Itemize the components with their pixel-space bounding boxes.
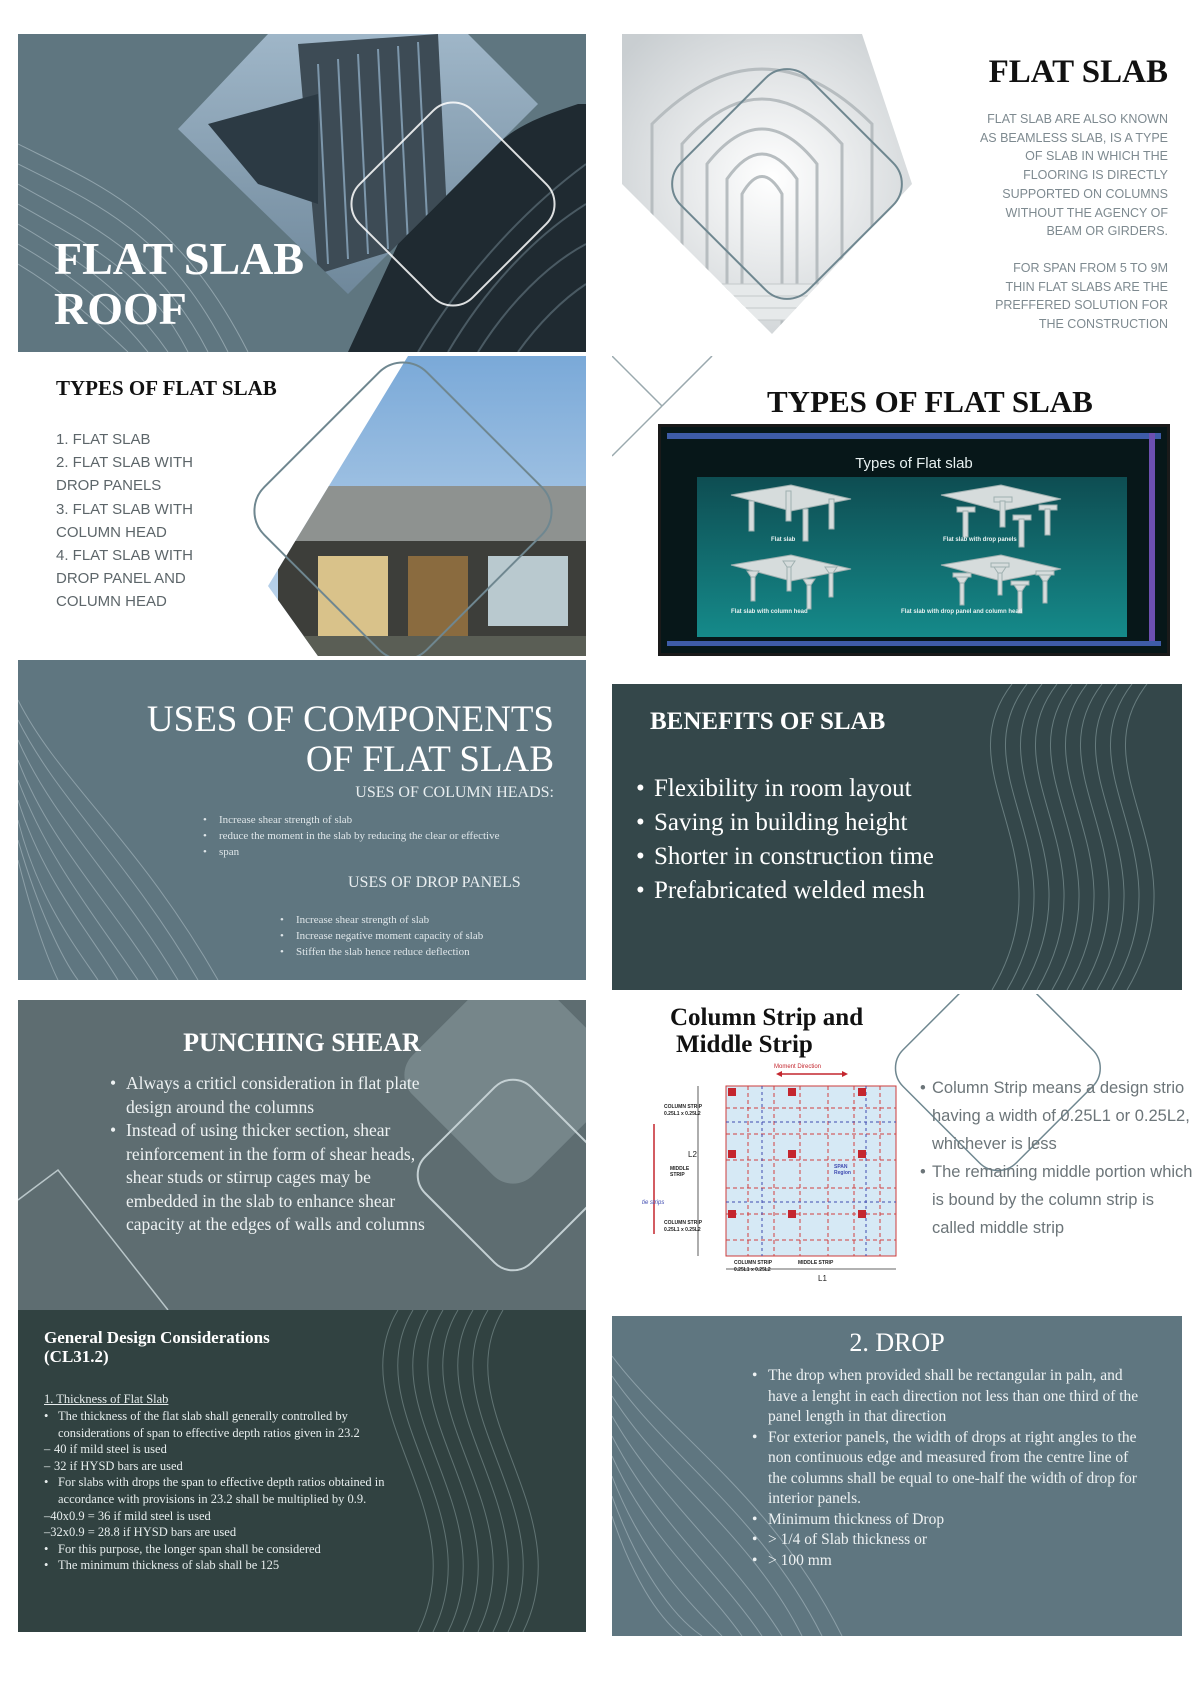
title-line-1: FLAT SLAB [54, 233, 305, 284]
list-item: • Always a criticl consideration in flat plate design around the columns [110, 1072, 440, 1119]
middle-strip-label: MIDDLE STRIP [670, 1166, 690, 1178]
drop-panels-title: USES OF DROP PANELS [348, 874, 521, 891]
slide-title: Column Strip and Middle Strip [670, 1004, 864, 1058]
list-item: • Instead of using thicker section, shear reinforcement in the form of shear heads, shear studs or stirrup cages may be embedded in the slab to enhance shear capacity at the edges of walls and columns [110, 1119, 440, 1237]
list-item: • Flexibility in room layout [636, 772, 956, 806]
slide-flat-slab-definition [612, 34, 1182, 352]
section-heading: 1. Thickness of Flat Slab [44, 1392, 169, 1406]
slide-title: PUNCHING SHEAR [183, 1028, 421, 1057]
list-item: • Increase shear strength of slab [280, 912, 570, 928]
slide-column-middle-strip [612, 994, 1200, 1306]
strip-diagram [642, 1064, 920, 1294]
list-item: • For exterior panels, the width of drops at right angles to the non continuous edge and measured from the centre line of the columns shall be equal to one-half the width of drop for interior panels. [752, 1428, 1142, 1510]
slide-punching-shear [18, 1000, 586, 1310]
list-item: • For this purpose, the longer span shall be considered [44, 1541, 321, 1556]
definition-text [980, 110, 1168, 334]
benefits-list [636, 772, 956, 908]
list-item: DROP PANELS [56, 477, 162, 495]
title [54, 234, 304, 334]
l2-label: L2 [688, 1150, 697, 1159]
slide-title: 2. DROP [849, 1328, 945, 1357]
span-region-label: SPAN Region [834, 1164, 851, 1176]
column-heads-title: USES OF COLUMN HEADS: [355, 784, 554, 801]
list-item: • For slabs with drops the span to effective depth ratios obtained in accordance with provisions in 23.2 shall be multiplied by 0.9. [44, 1475, 385, 1506]
caption-flat-slab: Flat slab [771, 537, 796, 543]
caption-column-head: Flat slab with column head [731, 609, 808, 615]
list-item: • Increase negative moment capacity of slab [280, 928, 570, 944]
drop-panels-list [280, 912, 570, 960]
slide-uses-of-components [18, 660, 586, 980]
list-item: • reduce the moment in the slab by reducing the clear or effective [203, 828, 563, 844]
slide-title: FLAT SLAB [988, 54, 1168, 90]
list-item: 4. FLAT SLAB WITH [56, 547, 193, 565]
list-item: COLUMN HEAD [56, 593, 167, 611]
list-item: • Column Strip means a design strio having a width of 0.25L1 or 0.25L2, whichever is less [920, 1074, 1198, 1158]
list-item: • The minimum thickness of slab shall be 125 [44, 1558, 280, 1573]
list-item: • > 100 mm [752, 1551, 1142, 1572]
moment-direction-label: Moment Direction [774, 1064, 822, 1070]
list-item: • Shorter in construction time [636, 840, 956, 874]
paragraph-2: FOR SPAN FROM 5 TO 9M THIN FLAT SLABS ARE THE PREFFERED SOLUTION FOR THE CONSTRUCTION [995, 260, 1168, 332]
list-item: • span [203, 844, 563, 860]
column-heads-list [203, 812, 563, 860]
list-item: – 32 if HYSD bars are used [44, 1458, 183, 1473]
list-item: –32x0.9 = 28.8 if HYSD bars are used [44, 1525, 237, 1540]
types-figure [658, 424, 1170, 656]
list-item: • Increase shear strength of slab [203, 812, 563, 828]
strip-definitions-list [920, 1074, 1198, 1242]
punching-shear-list [110, 1072, 440, 1237]
list-item: • The thickness of the flat slab shall generally controlled by considerations of span to effective depth ratios given in 23.2 [44, 1409, 360, 1440]
paragraph-1: FLAT SLAB ARE ALSO KNOWN AS BEAMLESS SLAB, IS A TYPE OF SLAB IN WHICH THE FLOORING IS DIRECTLY SUPPORTED ON COLUMNS WITHOUT THE AGENCY OF BEAM OR GIRDERS. [979, 112, 1168, 239]
types-list [56, 428, 193, 614]
list-item: • The remaining middle portion which is bound by the column strip is called middle strip [920, 1158, 1198, 1242]
slide-types-list [18, 356, 586, 656]
list-item: • > 1/4 of Slab thickness or [752, 1530, 1142, 1551]
column-strip-top-label: COLUMN STRIP 0.25L1 x 0.25L2 [664, 1104, 703, 1117]
caption-drop-and-head: Flat slab with drop panel and column head [901, 609, 1023, 615]
slide-title: TYPES OF FLAT SLAB [56, 376, 277, 400]
column-strip-bottom-label: COLUMN STRIP 0.25L1 x 0.25L2 [664, 1220, 703, 1233]
list-item: –40x0.9 = 36 if mild steel is used [44, 1508, 211, 1523]
list-item: • Prefabricated welded mesh [636, 874, 956, 908]
slide-title: General Design Considerations (CL31.2) [44, 1328, 270, 1366]
column-strip-bottom-label-2: COLUMN STRIP 0.25L1 x 0.25L2 [734, 1260, 773, 1273]
title-line-2: ROOF [54, 283, 187, 334]
slide-benefits [612, 684, 1182, 990]
list-item: • The drop when provided shall be rectangular in paln, and have a lenght in each direction not less than one third of the panel length in that direction [752, 1366, 1142, 1428]
figure-title: Types of Flat slab [855, 455, 973, 472]
slide-types-figure [612, 356, 1182, 656]
strip-diagram-drawing [642, 1064, 920, 1294]
slide-title: TYPES OF FLAT SLAB [767, 384, 1093, 419]
list-item: DROP PANEL AND [56, 570, 186, 588]
slide-drop [612, 1316, 1182, 1636]
list-item: • Saving in building height [636, 806, 956, 840]
tie-strips-label: tie strips [642, 1200, 665, 1206]
list-item: 3. FLAT SLAB WITH [56, 500, 193, 518]
list-item: COLUMN HEAD [56, 523, 167, 541]
slide-general-design [18, 1310, 586, 1632]
list-item: 2. FLAT SLAB WITH [56, 454, 193, 472]
l1-label: L1 [818, 1274, 827, 1283]
slide-title: USES OF COMPONENTS OF FLAT SLAB [146, 699, 554, 780]
list-item: – 40 if mild steel is used [44, 1442, 167, 1457]
design-notes [44, 1408, 394, 1574]
list-item: • Minimum thickness of Drop [752, 1510, 1142, 1531]
list-item: 1. FLAT SLAB [56, 431, 151, 448]
caption-drop-panels: Flat slab with drop panels [943, 537, 1017, 543]
slide-title: BENEFITS OF SLAB [650, 708, 886, 735]
drop-list [752, 1366, 1142, 1571]
slide-flat-slab-roof [18, 34, 586, 352]
middle-strip-bottom-label: MIDDLE STRIP [798, 1260, 834, 1266]
list-item: • Stiffen the slab hence reduce deflection [280, 944, 570, 960]
